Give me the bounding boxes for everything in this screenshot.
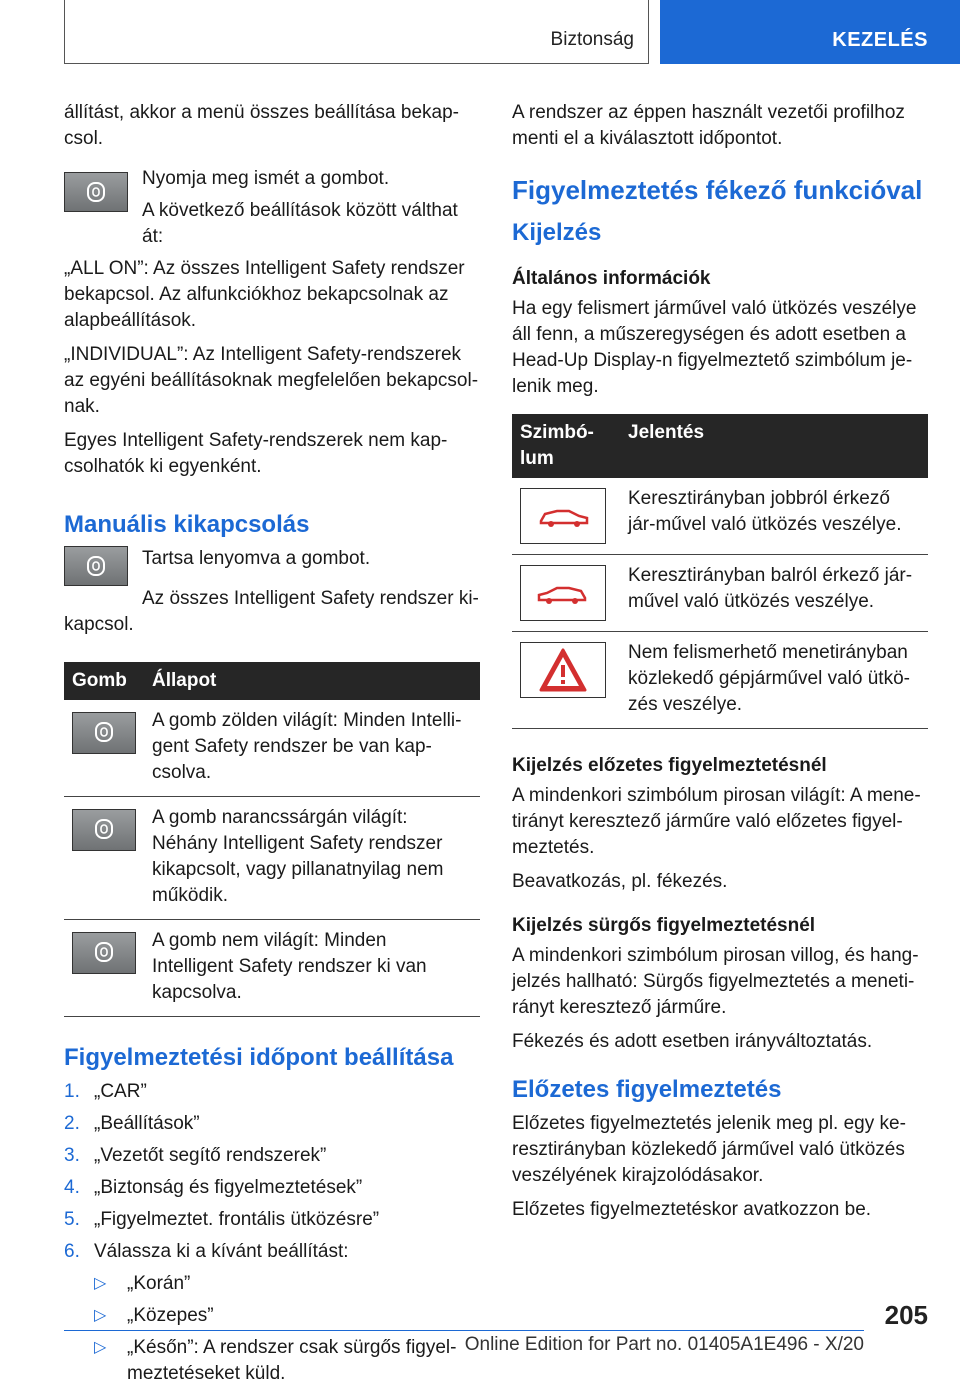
footer-edition: Online Edition for Part no. 01405A1E496 - X/20 — [464, 1334, 864, 1355]
button-orange-icon — [72, 809, 136, 851]
step-text: Válassza ki a kívánt beállítást: — [94, 1241, 349, 1262]
paragraph: állítást, akkor a menü összes beállítása bekap-csol. — [64, 102, 459, 149]
step-text: „Vezetőt segítő rendszerek” — [94, 1145, 327, 1166]
button-instruction — [64, 546, 480, 586]
heading-general-info: Általános információk — [512, 268, 711, 289]
heading-early-warning-display: Kijelzés előzetes figyelmeztetésnél — [512, 755, 827, 776]
page-number: 205 — [884, 1300, 928, 1330]
instruction-text: A következő beállítások között válthat át: — [142, 200, 458, 247]
table-header: Gomb — [64, 662, 144, 700]
paragraph: Előzetes figyelmeztetés jelenik meg pl. egy ke-resztirányban közlekedő járművel való ütközés veszélyének kirajzolódásakor. — [512, 1113, 906, 1186]
list-item — [64, 1175, 480, 1201]
intelligent-safety-button-icon — [64, 172, 128, 212]
table-cell: A gomb nem világít: Minden Intelligent Safety rendszer ki van kapcsolva. — [144, 920, 480, 1017]
right-column — [512, 100, 928, 1231]
triangle-bullet-icon: ▷ — [94, 1339, 107, 1356]
step-text: „CAR” — [94, 1081, 147, 1102]
heading-display: Kijelzés — [512, 219, 602, 246]
header-chapter-title: KEZELÉS — [832, 29, 928, 51]
table-cell: Keresztirányban balról érkező jár-művel való ütközés veszélye. — [620, 555, 928, 632]
paragraph: Fékezés és adott esetben irányváltoztatás. — [512, 1031, 873, 1052]
paragraph: Ha egy felismert járművel való ütközés veszélye áll fenn, a műszeregységen és adott esetben a Head-Up Display-n figyelmeztető szimbólum je-lenik meg. — [512, 298, 917, 397]
paragraph: Előzetes figyelmeztetéskor avatkozzon be. — [512, 1199, 872, 1220]
sub-step-text: „Korán” — [127, 1273, 191, 1294]
step-number: 2. — [64, 1113, 80, 1134]
button-green-icon — [72, 712, 136, 754]
triangle-bullet-icon: ▷ — [94, 1307, 107, 1324]
table-header: Állapot — [144, 662, 480, 700]
left-column — [64, 100, 480, 1393]
paragraph: „ALL ON”: Az összes Intelligent Safety rendszer bekapcsol. Az alfunkciókhoz bekapcsolnak az alapbeállítások. — [64, 258, 465, 331]
heading-brake-warning: Figyelmeztetés fékező funkcióval — [512, 175, 923, 205]
heading-manual-off: Manuális kikapcsolás — [64, 511, 310, 538]
sub-step-text: „Későn”: A rendszer csak sürgős figyel-meztetéseket küld. — [127, 1337, 457, 1384]
button-off-icon — [72, 932, 136, 974]
step-number: 5. — [64, 1209, 80, 1230]
table-header: Szimbó-lum — [512, 414, 620, 478]
paragraph: A mindenkori szimbólum pirosan világít: A mene-tirányt keresztező járműre való előzetes figyel-meztetés. — [512, 785, 921, 858]
table-cell: Nem felismerhető menetirányban közlekedő gépjárművel való ütkö-zés veszélye. — [620, 632, 928, 729]
paragraph: Egyes Intelligent Safety-rendszerek nem kap-csolhatók ki egyenként. — [64, 430, 448, 477]
paragraph: A rendszer az éppen használt vezetői profilhoz menti el a kiválasztott időpontot. — [512, 102, 905, 149]
table-row — [512, 478, 928, 555]
table-row — [64, 920, 480, 1017]
paragraph: „INDIVIDUAL”: Az Intelligent Safety-rendszerek az egyéni beállításoknak megfelelően bekapcsol-nak. — [64, 344, 479, 417]
list-item — [64, 1079, 480, 1105]
sub-step-text: „Közepes” — [127, 1305, 214, 1326]
table-row — [64, 700, 480, 797]
step-text: „Biztonság és figyelmeztetések” — [94, 1177, 363, 1198]
header-chapter-box — [660, 0, 960, 64]
list-item — [64, 1143, 480, 1169]
symbol-table — [512, 414, 928, 729]
car-crossing-left-icon — [520, 565, 606, 621]
list-item — [64, 1239, 480, 1387]
table-cell: A gomb zölden világít: Minden Intelli-gent Safety rendszer be van kap-csolva. — [144, 700, 480, 797]
step-number: 4. — [64, 1177, 80, 1198]
sub-steps-list — [94, 1271, 480, 1387]
instruction-text: Az összes Intelligent Safety rendszer ki-kapcsol. — [64, 588, 479, 635]
header-section-title: Biztonság — [550, 29, 634, 50]
warning-triangle-icon — [520, 642, 606, 698]
intelligent-safety-button-icon — [64, 546, 128, 586]
car-crossing-right-icon — [520, 488, 606, 544]
table-cell: A gomb narancssárgán világít: Néhány Intelligent Safety rendszer kikapcsolt, vagy pillanatnyilag nem működik. — [144, 797, 480, 920]
step-number: 3. — [64, 1145, 80, 1166]
table-cell: Keresztirányban jobbról érkező jár-művel való ütközés veszélye. — [620, 478, 928, 555]
list-item — [94, 1303, 480, 1329]
triangle-bullet-icon: ▷ — [94, 1275, 107, 1292]
step-number: 1. — [64, 1081, 80, 1102]
button-instruction — [64, 166, 480, 250]
heading-pre-warning: Előzetes figyelmeztetés — [512, 1076, 782, 1103]
step-number: 6. — [64, 1241, 80, 1262]
step-text: „Beállítások” — [94, 1113, 200, 1134]
list-item — [64, 1111, 480, 1137]
paragraph: A mindenkori szimbólum pirosan villog, és hang-jelzés hallható: Sürgős figyelmeztetés a meneti-rányt keresztező járműre. — [512, 945, 919, 1018]
paragraph: Beavatkozás, pl. fékezés. — [512, 871, 728, 892]
footer-divider — [64, 1330, 864, 1331]
header-section-box — [64, 0, 649, 64]
list-item — [64, 1207, 480, 1233]
table-header: Jelentés — [620, 414, 928, 478]
instruction-text: Nyomja meg ismét a gombot. — [142, 168, 390, 189]
heading-warning-time: Figyelmeztetési időpont beállítása — [64, 1044, 454, 1071]
table-row — [512, 555, 928, 632]
table-row — [512, 632, 928, 729]
instruction-text: Tartsa lenyomva a gombot. — [142, 548, 371, 569]
heading-urgent-warning-display: Kijelzés sürgős figyelmeztetésnél — [512, 915, 816, 936]
button-status-table — [64, 662, 480, 1017]
table-row — [64, 797, 480, 920]
step-text: „Figyelmeztet. frontális ütközésre” — [94, 1209, 380, 1230]
list-item — [94, 1271, 480, 1297]
